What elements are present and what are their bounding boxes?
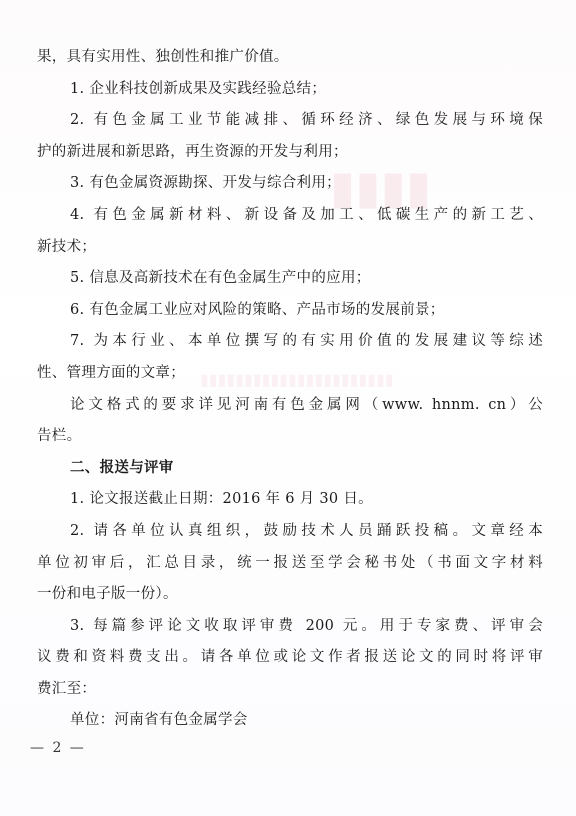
reverse-side-bleed: ▮▮▮▮▮▮▮▮▮▮▮▮▮▮▮▮▮▮▮▮▮▮ (200, 370, 394, 389)
text-line: 1. 企业科技创新成果及实践经验总结； (70, 80, 327, 97)
text-line: 2. 请各单位认真组织，鼓励技术人员踊跃投稿。文章经本 (70, 522, 543, 539)
text-line: 议费和资料费支出。请各单位或论文作者报送论文的同时将评审 (37, 649, 543, 666)
text-line: 果，具有实用性、独创性和推广价值。 (37, 49, 289, 65)
text-line: 1. 论文报送截止日期：2016 年 6 月 30 日。 (70, 491, 373, 508)
text-line: 2. 有色金属工业节能减排、循环经济、绿色发展与环境保 (70, 112, 543, 129)
section-heading: 二、报送与评审 (70, 459, 174, 476)
reverse-side-bleed: ▮▮▮▮ (330, 160, 432, 214)
page-number: — 2 — (30, 740, 86, 756)
text-line: 3. 有色金属资源勘探、开发与综合利用； (70, 175, 341, 192)
text-line: 单位：河南省有色金属学会 (70, 712, 248, 729)
text-line: 4. 有色金属新材料、新设备及加工、低碳生产的新工艺、 (70, 206, 543, 223)
text-line: 告栏。 (37, 428, 82, 445)
text-line: 性、管理方面的文章； (37, 364, 185, 381)
text-line: 费汇至： (37, 680, 97, 697)
text-line: 6. 有色金属工业应对风险的策略、产品市场的发展前景； (70, 301, 445, 318)
text-line: 单位初审后，汇总目录，统一报送至学会秘书处（书面文字材料 (37, 554, 543, 571)
text-line: 3. 每篇参评论文收取评审费 200 元。用于专家费、评审会 (70, 617, 543, 634)
text-line: 7. 为本行业、本单位撰写的有实用价值的发展建议等综述 (70, 333, 543, 350)
document-body (37, 42, 543, 737)
text-line: 5. 信息及高新技术在有色金属生产中的应用； (70, 270, 371, 287)
text-line: 新技术； (37, 238, 97, 255)
text-line: 一份和电子版一份）。 (37, 586, 178, 603)
text-line: 护的新进展和新思路，再生资源的开发与利用； (37, 143, 348, 160)
text-line: 论文格式的要求详见河南有色金属网（www. hnnm. cn）公 (70, 396, 543, 413)
